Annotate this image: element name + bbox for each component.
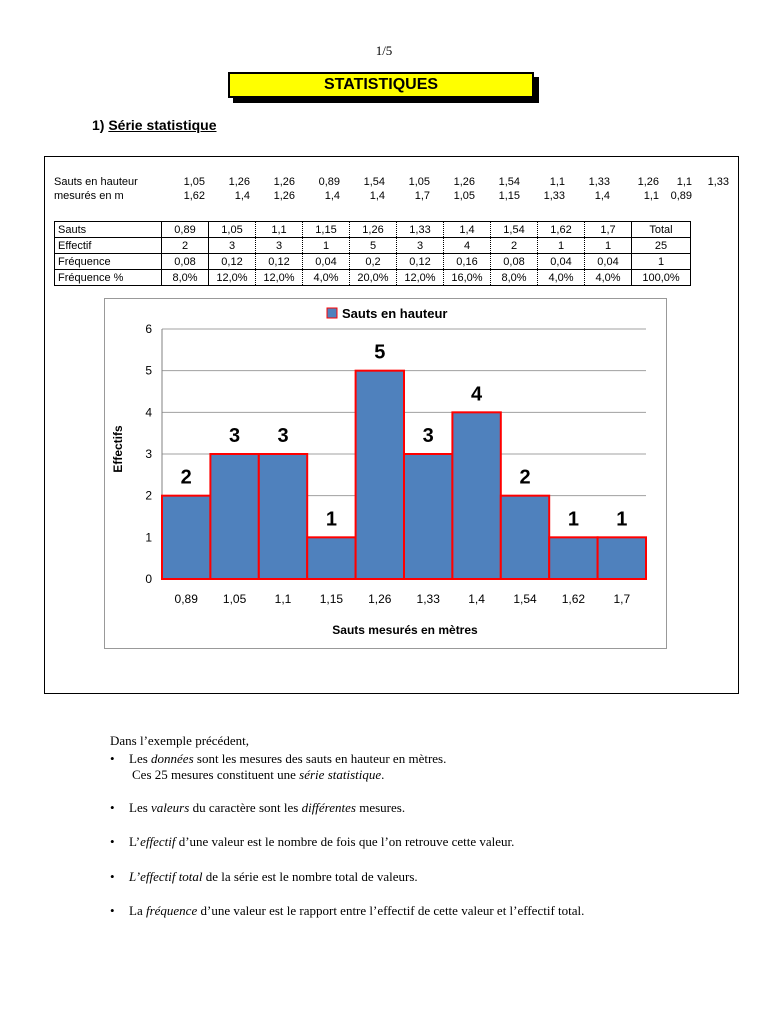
- series-value-r1-8: 1,54: [498, 176, 520, 188]
- bullet-symbol: •: [110, 751, 115, 766]
- table-cell: Total: [632, 222, 691, 238]
- table-cell: 16,0%: [444, 270, 491, 286]
- table-cell: 100,0%: [632, 270, 691, 286]
- table-cell: 1: [303, 238, 350, 254]
- table-cell: 0,04: [585, 254, 632, 270]
- y-tick-label: 6: [145, 322, 152, 336]
- series-value-r2-3: 1,26: [273, 190, 295, 202]
- table-cell: 12,0%: [209, 270, 256, 286]
- text-fragment: L’: [129, 834, 141, 849]
- histogram-bar: [549, 537, 597, 579]
- bullet-symbol: •: [110, 834, 115, 849]
- table-cell: 0,08: [162, 254, 209, 270]
- text-fragment: sont les mesures des sauts en hauteur en mètres.: [193, 751, 447, 766]
- bullet-symbol: •: [110, 903, 115, 918]
- table-cell: 1,62: [538, 222, 585, 238]
- table-cell: 3: [256, 238, 303, 254]
- x-tick-label: 1,4: [468, 592, 485, 606]
- data-label: 5: [374, 341, 386, 364]
- series-value-r1-1: 1,05: [183, 176, 205, 188]
- data-label: 2: [180, 466, 192, 489]
- bullet-donnees-line2: [132, 767, 384, 783]
- table-cell: 0,16: [444, 254, 491, 270]
- data-label: 3: [229, 425, 241, 447]
- histogram-bar: [162, 496, 210, 579]
- bullet-symbol: •: [110, 800, 115, 815]
- table-cell: 4,0%: [585, 270, 632, 286]
- table-cell: 1: [632, 254, 691, 270]
- y-tick-label: 2: [145, 488, 152, 503]
- data-label: 4: [471, 383, 483, 406]
- x-tick-label: 1,15: [319, 592, 344, 606]
- series-value-r2-7: 1,05: [453, 190, 475, 202]
- series-value-r2-2: 1,4: [234, 190, 250, 202]
- text-fragment: Les: [129, 800, 152, 815]
- text-fragment: .: [381, 767, 385, 782]
- x-tick-label: 1,33: [416, 592, 440, 606]
- table-cell: 3: [209, 238, 256, 254]
- table-cell: 2: [491, 238, 538, 254]
- series-value-r1-4: 0,89: [318, 176, 340, 188]
- legend-swatch: [327, 308, 337, 318]
- x-tick-label: 1,05: [222, 592, 247, 606]
- histogram-bar: [259, 454, 307, 579]
- table-cell: 25: [632, 238, 691, 254]
- text-fragment: d’une valeur est le nombre de fois que l’on retrouve cette valeur.: [175, 834, 515, 849]
- series-value-r1-10: 1,33: [588, 176, 610, 188]
- term-effectif-total: L’effectif total: [129, 869, 203, 884]
- series-value-r2-8: 1,15: [498, 190, 520, 202]
- table-cell: 8,0%: [162, 270, 209, 286]
- table-cell: 4,0%: [538, 270, 585, 286]
- table-cell: 1,26: [350, 222, 397, 238]
- table-cell: 5: [350, 238, 397, 254]
- series-value-r1-12: 1,1: [676, 176, 692, 188]
- table-cell: 12,0%: [256, 270, 303, 286]
- table-cell: 0,12: [397, 254, 444, 270]
- series-value-r1-3: 1,26: [273, 176, 295, 188]
- x-tick-label: 1,26: [368, 592, 392, 606]
- table-row: [55, 238, 691, 254]
- table-cell: 1,4: [444, 222, 491, 238]
- frequency-table: [54, 221, 691, 286]
- bar-chart: [104, 298, 667, 649]
- table-cell: 0,89: [162, 222, 209, 238]
- table-cell: 0,04: [303, 254, 350, 270]
- table-cell: 1,7: [585, 222, 632, 238]
- y-tick-label: 1: [145, 530, 152, 545]
- table-row: [55, 270, 691, 286]
- y-axis-title: Effectifs: [111, 425, 125, 473]
- histogram-bar: [501, 496, 549, 579]
- table-cell: 0,2: [350, 254, 397, 270]
- series-value-r1-11: 1,26: [637, 176, 659, 188]
- table-cell: 4: [444, 238, 491, 254]
- series-value-r2-12: 0,89: [670, 190, 692, 202]
- x-axis-title: Sauts mesurés en mètres: [332, 623, 478, 637]
- table-cell: 1,05: [209, 222, 256, 238]
- series-value-r1-5: 1,54: [363, 176, 385, 188]
- bar-chart-svg: [105, 299, 666, 648]
- term-donnees: données: [151, 751, 194, 766]
- series-value-r1-2: 1,26: [228, 176, 250, 188]
- series-label-line1: Sauts en hauteur: [54, 176, 138, 188]
- series-value-r1-13: 1,33: [707, 176, 729, 188]
- page-number: 1/5: [375, 43, 393, 58]
- text-fragment: Les: [129, 751, 152, 766]
- table-row: [55, 254, 691, 270]
- section-heading: [92, 117, 217, 133]
- term-differentes: différentes: [301, 800, 356, 815]
- series-value-r2-6: 1,7: [414, 190, 430, 202]
- x-tick-label: 1,54: [513, 592, 537, 606]
- data-label: 1: [616, 508, 628, 531]
- series-value-r1-7: 1,26: [453, 176, 475, 188]
- term-frequence: fréquence: [145, 903, 198, 918]
- table-cell: 20,0%: [350, 270, 397, 286]
- histogram-bar: [210, 454, 258, 579]
- legend-label: Sauts en hauteur: [342, 306, 448, 321]
- table-cell: 3: [397, 238, 444, 254]
- histogram-bar: [404, 454, 452, 579]
- table-cell: 1,1: [256, 222, 303, 238]
- term-valeurs: valeurs: [151, 800, 190, 815]
- histogram-bar: [307, 537, 355, 579]
- row-header: Fréquence: [55, 254, 162, 270]
- x-tick-label: 0,89: [174, 592, 198, 606]
- data-label: 3: [277, 425, 289, 447]
- y-tick-label: 4: [145, 405, 152, 420]
- row-header: Fréquence %: [55, 270, 162, 286]
- table-cell: 1,15: [303, 222, 350, 238]
- data-label: 1: [325, 508, 337, 531]
- data-label: 1: [567, 508, 579, 531]
- page-title: STATISTIQUES: [228, 72, 534, 98]
- table-cell: 8,0%: [491, 270, 538, 286]
- data-label: 2: [519, 466, 531, 489]
- x-tick-label: 1,62: [561, 592, 586, 606]
- x-tick-label: 1,1: [274, 592, 292, 606]
- table-cell: 1: [585, 238, 632, 254]
- histogram-bar: [356, 371, 404, 579]
- y-tick-label: 0: [145, 572, 152, 586]
- text-fragment: d’une valeur est le rapport entre l’effectif de cette valeur et l’effectif total.: [197, 903, 585, 918]
- series-value-r2-1: 1,62: [183, 190, 205, 202]
- y-tick-label: 5: [145, 363, 152, 378]
- histogram-bar: [598, 537, 646, 579]
- row-header: Effectif: [55, 238, 162, 254]
- histogram-bar: [452, 412, 500, 579]
- section-label: Série statistique: [108, 117, 217, 133]
- table-cell: 0,04: [538, 254, 585, 270]
- table-row: [55, 222, 691, 238]
- series-value-r2-11: 1,1: [643, 190, 659, 202]
- text-fragment: La: [129, 903, 146, 918]
- data-label: 3: [422, 425, 434, 447]
- series-value-r1-9: 1,1: [549, 176, 565, 188]
- x-tick-label: 1,7: [613, 592, 631, 606]
- series-value-r2-5: 1,4: [369, 190, 385, 202]
- table-cell: 1,54: [491, 222, 538, 238]
- table-cell: 0,08: [491, 254, 538, 270]
- table-cell: 1,33: [397, 222, 444, 238]
- series-value-r2-10: 1,4: [594, 190, 610, 202]
- text-fragment: du caractère sont les: [189, 800, 302, 815]
- term-serie-statistique: série statistique: [299, 767, 382, 782]
- text-fragment: Ces 25 mesures constituent une: [132, 767, 300, 782]
- row-header: Sauts: [55, 222, 162, 238]
- series-value-r1-6: 1,05: [408, 176, 430, 188]
- bullet-symbol: •: [110, 869, 115, 884]
- intro-text: Dans l’exemple précédent,: [110, 733, 249, 748]
- text-fragment: mesures.: [355, 800, 406, 815]
- series-value-r2-4: 1,4: [324, 190, 340, 202]
- table-cell: 4,0%: [303, 270, 350, 286]
- series-label-line2: mesurés en m: [54, 190, 124, 202]
- text-fragment: de la série est le nombre total de valeurs.: [202, 869, 418, 884]
- table-cell: 0,12: [209, 254, 256, 270]
- series-value-r2-9: 1,33: [543, 190, 565, 202]
- table-cell: 12,0%: [397, 270, 444, 286]
- term-effectif: effectif: [140, 834, 176, 849]
- table-cell: 2: [162, 238, 209, 254]
- table-cell: 0,12: [256, 254, 303, 270]
- table-cell: 1: [538, 238, 585, 254]
- section-number: 1): [92, 117, 105, 133]
- y-tick-label: 3: [145, 447, 152, 461]
